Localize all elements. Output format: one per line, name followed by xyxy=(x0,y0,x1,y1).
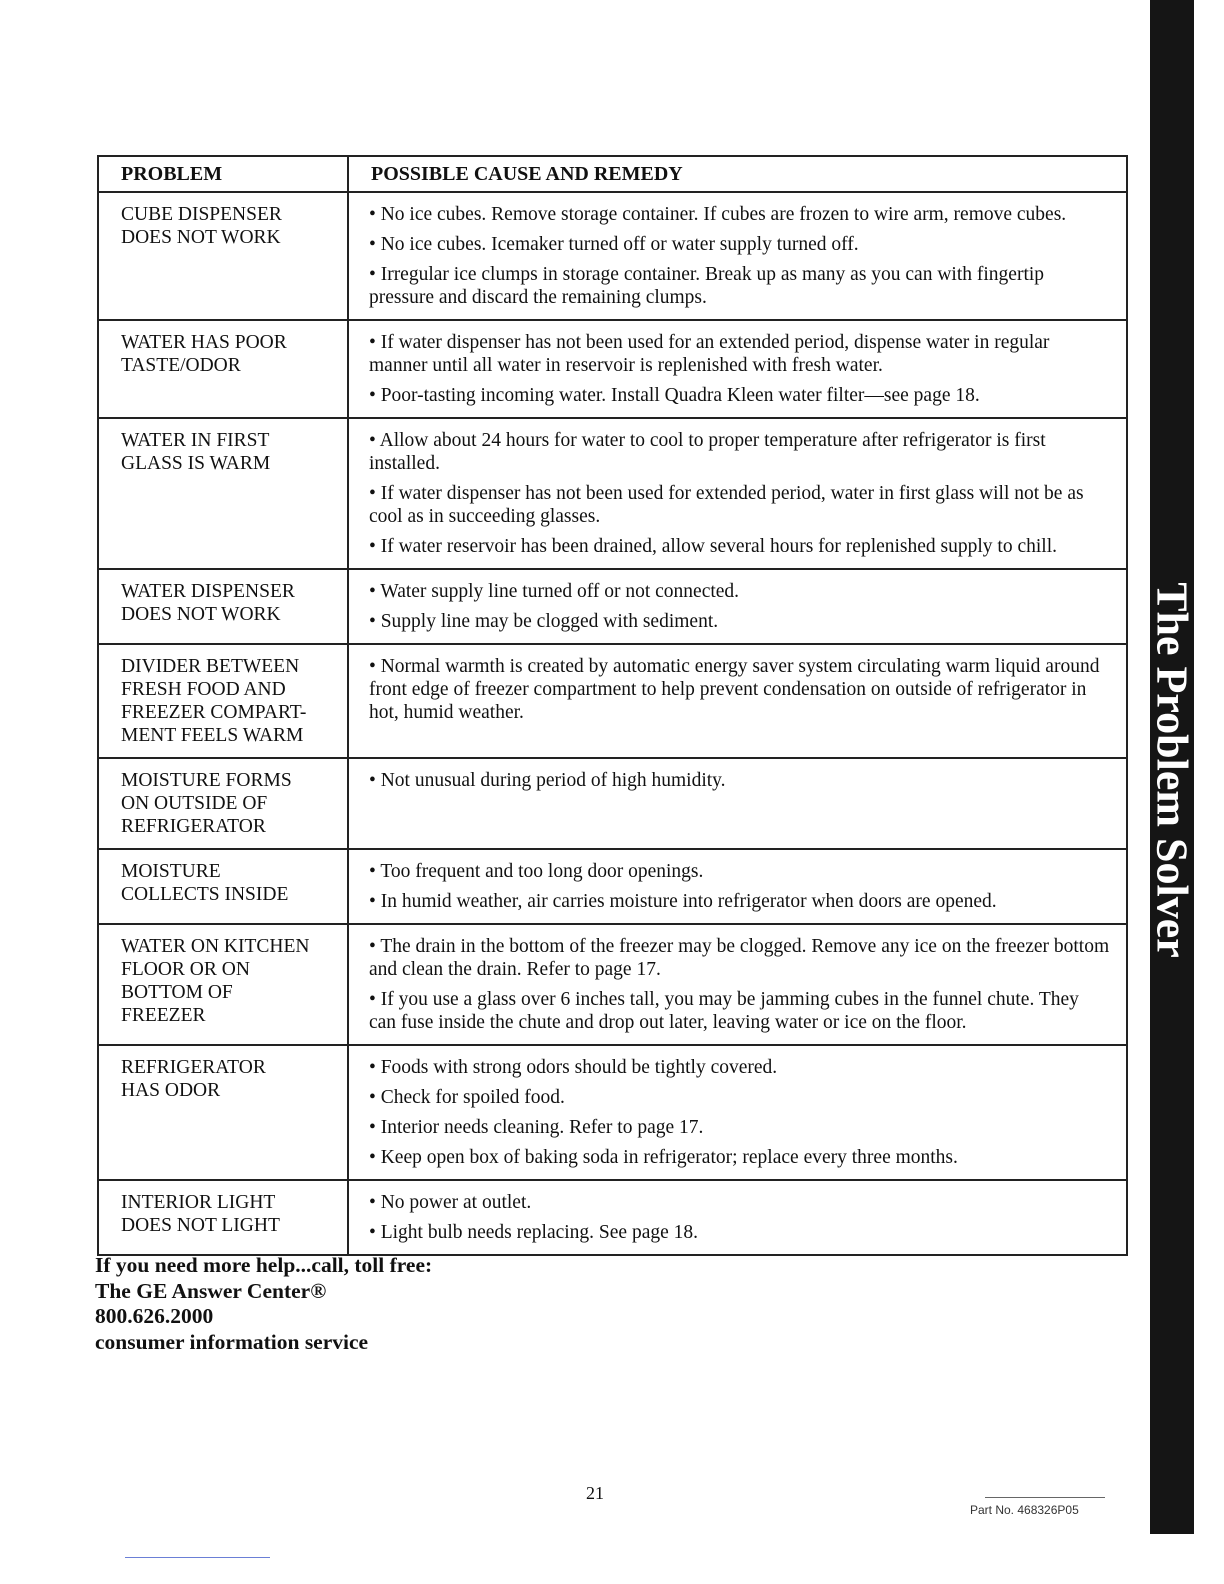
problem-cell xyxy=(98,849,348,924)
problem-line: HAS ODOR xyxy=(121,1080,221,1101)
remedy-item: • In humid weather, air carries moisture into refrigerator when doors are opened. xyxy=(369,891,997,912)
problem-line: MENT FEELS WARM xyxy=(121,725,304,746)
page-number: 21 xyxy=(586,1483,604,1503)
problem-line: ON OUTSIDE OF xyxy=(121,793,268,814)
table-row xyxy=(98,320,1127,418)
problem-solver-table xyxy=(97,155,1128,1256)
remedy-item: • No ice cubes. Remove storage container. If cubes are frozen to wire arm, remove cubes. xyxy=(369,204,1067,225)
problem-cell xyxy=(98,569,348,644)
remedy-item: • Normal warmth is created by automatic energy saver system circulating warm liquid around front edge of freezer compartment to help prevent condensation on outside of refrigerator in hot, humid weather. xyxy=(369,656,1100,723)
remedy-item: • Water supply line turned off or not connected. xyxy=(369,581,740,602)
problem-cell xyxy=(98,644,348,758)
part-number: Part No. 468326P05 xyxy=(970,1503,1079,1517)
problem-line: REFRIGERATOR xyxy=(121,816,266,837)
problem-line: FRESH FOOD AND xyxy=(121,679,286,700)
remedy-cell xyxy=(348,924,1127,1045)
remedy-cell xyxy=(348,320,1127,418)
remedy-item: • Light bulb needs replacing. See page 18. xyxy=(369,1222,699,1243)
table-row xyxy=(98,569,1127,644)
scan-artifact-line xyxy=(125,1557,270,1558)
problem-line: BOTTOM OF xyxy=(121,982,233,1003)
problem-line: MOISTURE xyxy=(121,861,221,882)
problem-cell xyxy=(98,192,348,320)
table-row xyxy=(98,192,1127,320)
remedy-cell xyxy=(348,644,1127,758)
help-block xyxy=(95,1253,432,1355)
problem-line: WATER ON KITCHEN xyxy=(121,936,310,957)
remedy-item: • Poor-tasting incoming water. Install Quadra Kleen water filter—see page 18. xyxy=(369,385,980,406)
remedy-cell xyxy=(348,758,1127,849)
remedy-item: • If water dispenser has not been used for an extended period, dispense water in regular manner until all water in reservoir is replenished with fresh water. xyxy=(369,332,1050,376)
problem-column-header: PROBLEM xyxy=(98,156,348,192)
table-row xyxy=(98,1045,1127,1180)
problem-line: FREEZER xyxy=(121,1005,206,1026)
problem-line: COLLECTS INSIDE xyxy=(121,884,289,905)
remedy-cell xyxy=(348,569,1127,644)
problem-line: WATER IN FIRST xyxy=(121,430,270,451)
problem-line: MOISTURE FORMS xyxy=(121,770,292,791)
table-row xyxy=(98,758,1127,849)
problem-line: FREEZER COMPART- xyxy=(121,702,307,723)
remedy-cell xyxy=(348,1180,1127,1255)
remedy-item: • Allow about 24 hours for water to cool to proper temperature after refrigerator is first installed. xyxy=(369,430,1046,474)
remedy-item: • No power at outlet. xyxy=(369,1192,532,1213)
remedy-item: • Supply line may be clogged with sediment. xyxy=(369,611,719,632)
remedy-item: • No ice cubes. Icemaker turned off or water supply turned off. xyxy=(369,234,859,255)
problem-cell xyxy=(98,924,348,1045)
section-tab-title: The Problem Solver xyxy=(1147,582,1197,958)
table-header-row xyxy=(98,156,1127,192)
problem-line: REFRIGERATOR xyxy=(121,1057,266,1078)
problem-line: WATER HAS POOR xyxy=(121,332,287,353)
problem-line: GLASS IS WARM xyxy=(121,453,271,474)
remedy-cell xyxy=(348,192,1127,320)
remedy-item: • Foods with strong odors should be tightly covered. xyxy=(369,1057,778,1078)
help-service-label: consumer information service xyxy=(95,1329,369,1354)
problem-line: DIVIDER BETWEEN xyxy=(121,656,300,677)
remedy-cell xyxy=(348,418,1127,569)
remedy-item: • If you use a glass over 6 inches tall, you may be jamming cubes in the funnel chute. They can fuse inside the chute and drop out later, leaving water or ice on the floor. xyxy=(369,989,1079,1033)
remedy-item: • The drain in the bottom of the freezer may be clogged. Remove any ice on the freezer bottom and clean the drain. Refer to page 17. xyxy=(369,936,1110,980)
table-row xyxy=(98,1180,1127,1255)
help-phone-number: 800.626.2000 xyxy=(95,1304,214,1328)
remedy-cell xyxy=(348,1045,1127,1180)
table-body xyxy=(98,192,1127,1255)
remedy-item: • Check for spoiled food. xyxy=(369,1087,565,1108)
problem-line: CUBE DISPENSER xyxy=(121,204,282,225)
problem-cell xyxy=(98,320,348,418)
help-center-name: The GE Answer Center® xyxy=(95,1278,327,1303)
remedy-item: • Irregular ice clumps in storage container. Break up as many as you can with fingertip pressure and discard the remaining clumps. xyxy=(369,264,1045,308)
remedy-item: • Not unusual during period of high humidity. xyxy=(369,770,726,791)
problem-line: INTERIOR LIGHT xyxy=(121,1192,276,1213)
table-row xyxy=(98,924,1127,1045)
problem-line: DOES NOT WORK xyxy=(121,227,281,248)
problem-line: DOES NOT WORK xyxy=(121,604,281,625)
table-row xyxy=(98,644,1127,758)
problem-cell xyxy=(98,758,348,849)
remedy-cell xyxy=(348,849,1127,924)
table-row xyxy=(98,849,1127,924)
problem-cell xyxy=(98,1180,348,1255)
remedy-item: • Keep open box of baking soda in refrigerator; replace every three months. xyxy=(369,1147,958,1168)
problem-cell xyxy=(98,1045,348,1180)
help-call-line: If you need more help...call, toll free: xyxy=(95,1253,433,1277)
remedy-item: • If water dispenser has not been used for extended period, water in first glass will not be as cool as in succeeding glasses. xyxy=(369,483,1084,527)
problem-line: TASTE/ODOR xyxy=(121,355,241,376)
problem-line: WATER DISPENSER xyxy=(121,581,295,602)
remedy-column-header: POSSIBLE CAUSE AND REMEDY xyxy=(348,156,1127,192)
remedy-item: • If water reservoir has been drained, allow several hours for replenished supply to chill. xyxy=(369,536,1058,557)
table-row xyxy=(98,418,1127,569)
problem-cell xyxy=(98,418,348,569)
problem-line: DOES NOT LIGHT xyxy=(121,1215,280,1236)
part-number-rule xyxy=(985,1497,1105,1498)
remedy-item: • Interior needs cleaning. Refer to page 17. xyxy=(369,1117,704,1138)
problem-line: FLOOR OR ON xyxy=(121,959,250,980)
remedy-item: • Too frequent and too long door openings. xyxy=(369,861,704,882)
